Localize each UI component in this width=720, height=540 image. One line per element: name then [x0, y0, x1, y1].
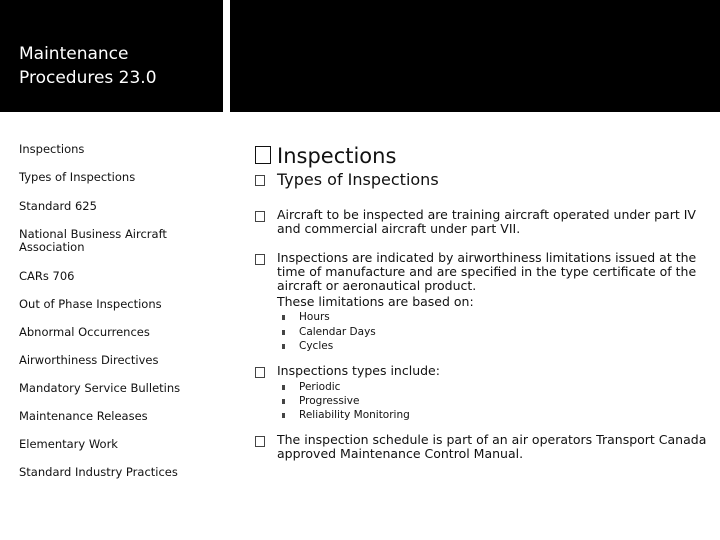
sidebar-item-out-of-phase[interactable]: Out of Phase Inspections	[19, 297, 162, 311]
content-subheading	[255, 170, 439, 190]
bullet-marker-icon	[282, 413, 285, 418]
sidebar-item-abnormal-occurrences[interactable]: Abnormal Occurrences	[19, 325, 150, 339]
paragraph-inspection-types: Inspections types include:	[277, 363, 440, 378]
sidebar-item-standard-industry-practices[interactable]: Standard Industry Practices	[19, 465, 178, 479]
paragraph-inspections-indicated: Inspections are indicated by airworthiness limitations issued at the time of manufacture and are specified in the type certificate of the aircraft or aeronautical product.	[277, 250, 697, 293]
limit-hours: Hours	[299, 311, 330, 323]
bullet-marker-icon	[282, 399, 285, 404]
sidebar-item-service-bulletins[interactable]: Mandatory Service Bulletins	[19, 381, 181, 395]
content-subheading-text: Types of Inspections	[277, 170, 439, 189]
limit-cycles: Cycles	[299, 340, 334, 352]
paragraph-aircraft-inspected: Aircraft to be inspected are training aircraft operated under part IV and commercial aircraft under part VII.	[277, 207, 696, 236]
types-list-item	[282, 408, 410, 423]
bullet-square-icon	[255, 254, 265, 265]
bullet-square-icon	[255, 211, 265, 222]
sidebar-item-standard-625[interactable]: Standard 625	[19, 199, 97, 213]
paragraph-inspection-schedule: The inspection schedule is part of an air operators Transport Canada approved Maintenance Control Manual.	[277, 432, 707, 461]
limit-calendar-days: Calendar Days	[299, 326, 376, 338]
bullet-marker-icon	[282, 315, 285, 320]
bullet-box-icon	[255, 146, 271, 164]
limits-list-item	[282, 339, 333, 354]
bullet-square-icon	[255, 175, 265, 186]
type-periodic: Periodic	[299, 381, 341, 393]
type-reliability-monitoring: Reliability Monitoring	[299, 409, 410, 421]
bullet-marker-icon	[282, 330, 285, 335]
content-banner	[230, 0, 720, 112]
bullet-marker-icon	[282, 344, 285, 349]
paragraph-limitations-based-on: These limitations are based on:	[277, 294, 474, 309]
sidebar-item-maintenance-releases[interactable]: Maintenance Releases	[19, 409, 148, 423]
sidebar-item-types-of-inspections[interactable]: Types of Inspections	[19, 170, 136, 184]
sidebar-item-inspections[interactable]: Inspections	[19, 142, 85, 156]
bullet-square-icon	[255, 436, 265, 447]
sidebar-item-cars-706[interactable]: CARs 706	[19, 269, 75, 283]
slide-title: Maintenance Procedures 23.0	[19, 44, 157, 88]
content-heading-text: Inspections	[277, 144, 397, 168]
sidebar-item-elementary-work[interactable]: Elementary Work	[19, 437, 118, 451]
bullet-marker-icon	[282, 385, 285, 390]
types-list-item	[282, 394, 359, 409]
types-list-item	[282, 380, 340, 395]
sidebar-item-nbaa[interactable]: National Business Aircraft Association	[19, 227, 167, 254]
type-progressive: Progressive	[299, 395, 360, 407]
limits-list-item	[282, 310, 330, 325]
sidebar-item-airworthiness-directives[interactable]: Airworthiness Directives	[19, 353, 159, 367]
limits-list-item	[282, 325, 376, 340]
content-heading	[255, 143, 396, 169]
bullet-square-icon	[255, 367, 265, 378]
